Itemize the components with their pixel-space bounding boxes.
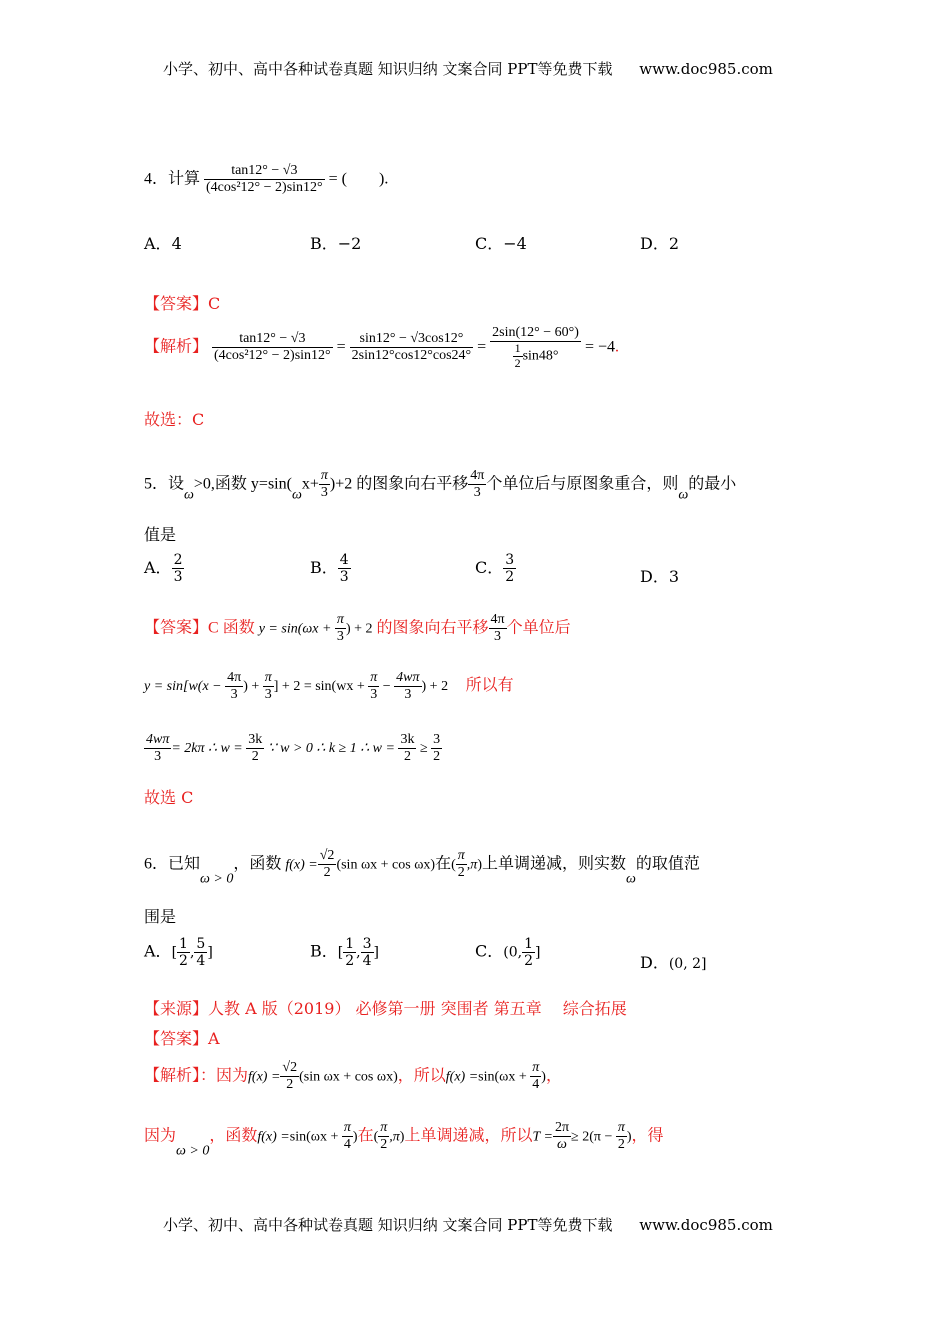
- q5-derivation-2: $\frac{4w\pi}{3}$ = 2kπ ∴ w = $\frac{3k}{2}$ ∵ w > 0 ∴ k ≥ 1 ∴ w = $\frac{3k}{2}$ ≥ $\frac{3}{2}$: [146, 732, 441, 765]
- q6-option-b: B．[ $\frac{1}{2}$ , $\frac{3}{4}$ ]: [310, 936, 379, 970]
- q5-conclusion: 故选 C: [144, 788, 194, 807]
- footer-site: www.doc985.com: [639, 1216, 773, 1234]
- q6-analysis-2: 因为ω > 0，函数f(x) =sin(ωx + $\frac{\pi}{4}$ )在( $\frac{\pi}{2}$ ,π)上单调递减，所以T = $\frac{2\pi}{\omega}$ ≥ 2(π − $\frac{\pi}{2}$ )，得: [144, 1120, 664, 1159]
- header-site: www.doc985.com: [639, 60, 773, 78]
- q4-option-a: A．4: [144, 234, 182, 253]
- q5-option-d: D．3: [640, 567, 680, 586]
- header-text: 小学、初中、高中各种试卷真题 知识归纳 文案合同 PPT等免费下载: [163, 60, 613, 78]
- q5-option-b: B． $\frac{4}{3}$: [310, 552, 349, 586]
- q4-step2: $\frac{\sin 12^\circ - √3\cos 12^\circ}{2\sin 12^\circ\cos 12^\circ\cos 24^\circ}$: [351, 331, 472, 364]
- q4-result: = −4: [584, 338, 615, 356]
- footer-text: 小学、初中、高中各种试卷真题 知识归纳 文案合同 PPT等免费下载: [163, 1216, 613, 1234]
- q4-step3: 2sin(12° − 60°) $\frac{1}{2}$ sin48°: [492, 325, 579, 370]
- q6-stem-cont: 围是: [144, 907, 177, 926]
- q4-tail: = ( ).: [328, 170, 389, 188]
- q6-stem: 6．已知ω > 0，函数 f(x) = $\frac{√2}{2}$ (sin ωx + cos ωx)在( $\frac{\pi}{2}$ ,π)上单调递减，则实数ω的取值范: [144, 848, 700, 887]
- q4-fraction: [204, 163, 325, 196]
- q4-denominator: (4cos²12° − 2)sin12°: [206, 180, 323, 196]
- q5-option-a: A． $\frac{2}{3}$: [144, 552, 183, 586]
- q4-step1: $\frac{\tan 12^\circ - √3}{\text{(4cos²12° − 2)sin12°}}$: [214, 331, 331, 364]
- q5-stem-cont: 值是: [144, 525, 177, 544]
- q6-analysis-1: 【解析】：因为f(x) = $\frac{√2}{2}$ (sin ωx + cos ωx)，所以f(x) =sin(ωx + $\frac{\pi}{4}$ )，: [144, 1060, 562, 1093]
- page-header: [163, 58, 773, 79]
- q4-conclusion: 故选：C: [144, 410, 205, 429]
- q6-option-d: D．(0, 2]: [640, 953, 707, 972]
- q5-option-c: C． $\frac{3}{2}$: [475, 552, 515, 586]
- q4-stem: [144, 163, 388, 196]
- q4-option-c: C．−4: [475, 234, 527, 253]
- page-footer: [163, 1214, 773, 1235]
- answer-value: C: [208, 294, 221, 313]
- q4-option-d: D．2: [640, 234, 680, 253]
- analysis-tag: 【解析】: [144, 338, 209, 356]
- q4-stem-label: 4．计算: [144, 170, 201, 188]
- q5-answer: 【答案】C 函数 y = sin(ωx + $\frac{\pi}{3}$ ) + 2 的图象向右平移 $\frac{4\pi}{3}$ 个单位后: [144, 612, 571, 645]
- answer-tag: 【答案】: [144, 294, 209, 313]
- q5-derivation-1: y = sin[w(x − $\frac{4\pi}{3}$ ) + $\frac{\pi}{3}$ ] + 2 = sin(wx + $\frac{\pi}{3}$ − $\frac{4w\pi}{3}$ ) + 2 所以有: [144, 670, 514, 703]
- q4-option-b: B．−2: [310, 234, 362, 253]
- q6-answer: 【答案】A: [144, 1029, 220, 1048]
- q5-stem: 5．设ω>0,函数 y=sin(ωx+ $\frac{\pi}{3}$ )+2 的图象向右平移 $\frac{4\pi}{3}$ 个单位后与原图象重合，则ω的最小: [144, 468, 737, 503]
- q4-answer: [144, 291, 220, 314]
- q6-option-a: A．[ $\frac{1}{2}$ , $\frac{5}{4}$ ]: [144, 936, 213, 970]
- q4-analysis: 【解析】 $\frac{\tan 12^\circ - √3}{\text{(4cos²12° − 2)sin12°}}$ = $\frac{\sin 12^\circ - √3\cos 12^\circ}{2\sin 12^\circ\cos 12^\circ\cos 24^\circ}$ = 2sin(12° − 60°) $\frac{1}{2}$ sin48° = −4.: [144, 325, 619, 370]
- q6-source: 【来源】人教 A 版（2019） 必修第一册 突围者 第五章 综合拓展: [144, 999, 627, 1018]
- q4-numerator: tan12° − √3: [204, 163, 325, 180]
- q6-option-c: C．(0, $\frac{1}{2}$ ]: [475, 936, 541, 970]
